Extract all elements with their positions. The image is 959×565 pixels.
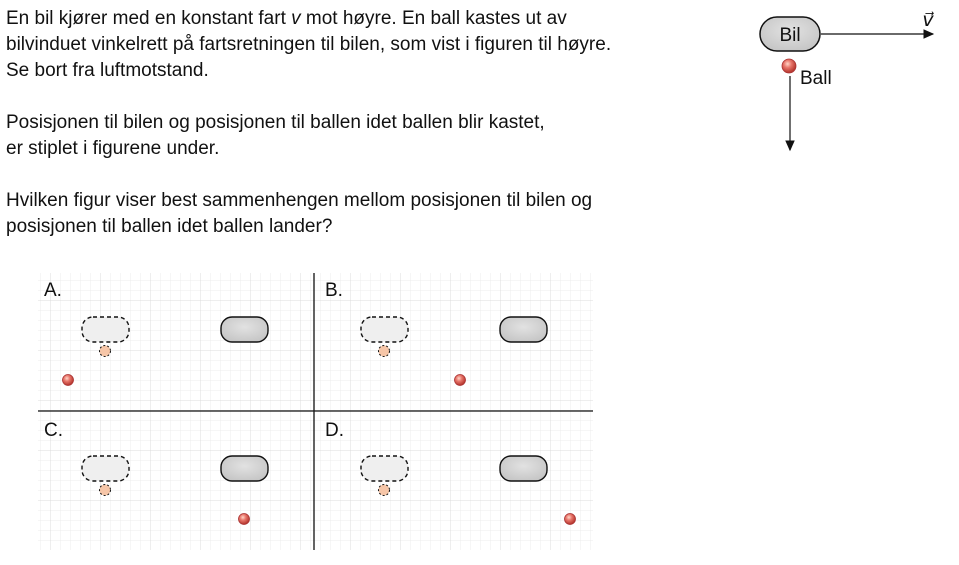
ball-start-ghost (379, 346, 390, 357)
velocity-variable: v (291, 8, 301, 29)
ball-landing (565, 514, 576, 525)
ball-landing (63, 375, 74, 386)
legend (760, 10, 934, 150)
question-line: posisjonen til ballen idet ballen lander? (6, 216, 333, 237)
ball-icon (782, 59, 796, 73)
option-label: D. (325, 420, 344, 441)
car-label: Bil (779, 25, 801, 46)
car-start-ghost (82, 317, 129, 342)
option-label: B. (325, 280, 343, 301)
car-final (221, 456, 268, 481)
ball-start-ghost (379, 485, 390, 496)
question-line: Hvilken figur viser best sammenhengen mellom posisjonen til bilen og (6, 190, 593, 211)
car-final (500, 317, 547, 342)
car-final (221, 317, 268, 342)
ball-landing (455, 375, 466, 386)
car-final (500, 456, 547, 481)
option-label: C. (44, 420, 63, 441)
car-start-ghost (361, 456, 408, 481)
ball-landing (239, 514, 250, 525)
question-line: Posisjonen til bilen og posisjonen til ballen idet ballen blir kastet, (6, 112, 545, 133)
ball-start-ghost (100, 485, 111, 496)
option-label: A. (44, 280, 62, 301)
ball-label: Ball (800, 68, 832, 89)
ball-start-ghost (100, 346, 111, 357)
car-start-ghost (82, 456, 129, 481)
car-start-ghost (361, 317, 408, 342)
question-line: bilvinduet vinkelrett på fartsretningen til bilen, som vist i figuren til høyre. (6, 34, 612, 55)
question-line: er stiplet i figurene under. (6, 138, 220, 159)
velocity-label: v⃗ (922, 10, 934, 31)
question-line: En bil kjører med en konstant fart v mot høyre. En ball kastes ut av (6, 8, 567, 29)
question-line: Se bort fra luftmotstand. (6, 60, 209, 81)
